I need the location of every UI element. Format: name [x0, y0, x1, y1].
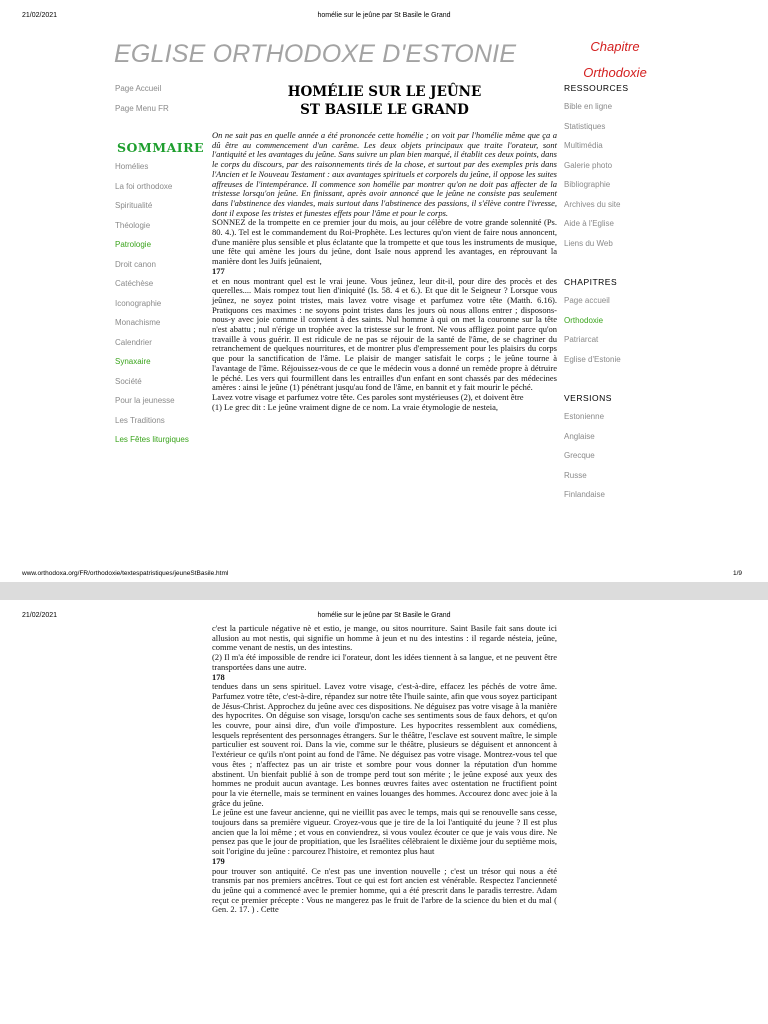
print-date: 21/02/2021: [22, 612, 58, 619]
ressource-link-bible-en-ligne[interactable]: Bible en ligne: [564, 102, 613, 111]
article-paragraph: et en nous montrant quel est le vrai jeune. Vous jeûnez, leur dit-il, pour dire des procès et des querelles.... Mais rompez tout lien d'iniquité (Is. 58. 4 et 6.). Et que dit le Seigneur ? Lorsque vous jeûnez, ne soyez point tristes, mais lavez votre visage et parfumez votre tête (Matth. 6.16). Pratiquons ces maximes : ne soyons point tristes dans les jours où nous allons entrer ; disposons-nous-y avec joie comme il convient à des saints. Nul homme à qui on met la couronne sur la tête n'est abattu ; nul n'érige un trophée avec la tristesse sur le front. Ne vous affligez point parce qu'on travaille à vous guérir. Il est ridicule de ne pas se réjouir de la santé de l'âme, de se chagriner du retranchement de quelques nourritures, et de montrer plus d'empressement pour les plaisirs du corps que pour la sanctification de l'âme. Le plaisir de manger satisfait le corps ; le jeûne tourne à l'avantage de l'âme. Réjouissez-vous de ce que le médecin vous a donné un remède propre à détruire le péché. Les vers qui fourmillent dans les entrailles d'un enfant en sont chassés par des médecines amères : ainsi le jeûne (1) pénétrant jusqu'au fond de l'âme, en bannit et y fait mourir le péché.: [212, 275, 557, 393]
logo-line-2: Orthodoxie: [583, 65, 647, 80]
page-marker-179: 179: [212, 855, 225, 866]
sommaire-item-iconographie[interactable]: Iconographie: [115, 298, 162, 308]
print-page-number: 1/9: [733, 570, 743, 577]
chapitre-link-eglise-d-estonie[interactable]: Eglise d'Estonie: [564, 354, 621, 364]
sommaire-heading: SOMMAIRE: [117, 140, 205, 155]
sommaire-item-la-foi-orthodoxe[interactable]: La foi orthodoxe: [115, 181, 173, 191]
article-paragraph: Le jeûne est une faveur ancienne, qui ne vieillit pas avec le temps, mais qui se renouvelle sans cesse, toujours dans sa première vigueur. Croyez-vous que je tire de la loi l'antiquité du jeune ? Il est plus ancien que la loi même ; et vous en conviendrez, si vous voulez écouter ce que je vais vous dire. Ne pensez pas que le jour de propitiation, que les Israélites célèbraient le dixième jour du septième mois, soit l'origine du jeûne : parcourez l'histoire, et remontez plus haut: [212, 807, 557, 857]
chapitre-link-orthodoxie[interactable]: Orthodoxie: [564, 315, 604, 325]
ressource-link-archives-du-site[interactable]: Archives du site: [564, 199, 621, 209]
versions-list: [564, 411, 674, 509]
chapitre-orthodoxie-logo[interactable]: [560, 34, 670, 86]
print-url: www.orthodoxa.org/FR/orthodoxie/textespatristiques/jeuneStBasile.html: [22, 570, 229, 577]
sommaire-item-societe[interactable]: Société: [115, 376, 142, 386]
ressource-link-liens-du-web[interactable]: Liens du Web: [564, 238, 613, 248]
ressource-link-multimedia[interactable]: Multimédia: [564, 141, 603, 150]
article-paragraph: pour trouver son antiquité. Ce n'est pas une invention nouvelle ; c'est un trésor qui nous a été transmis par nos premiers ancêtres. Tout ce qui est fort ancien est vénérable. Respectez l'ancienneté du jeûne qui a commencé avec le premier homme, qui a été prescrit dans le paradis terrestre. Adam reçut ce premier précepte : Vous ne mangerez pas le fruit de l'arbre de la science du bien et du mal ( Gen. 2. 17. ) . Cette: [212, 865, 557, 915]
ressource-link-statistiques[interactable]: Statistiques: [564, 121, 606, 131]
chapitre-link-patriarcat[interactable]: Patriarcat: [564, 335, 599, 344]
sommaire-list: [115, 161, 210, 454]
footnote-continued: c'est la particule négative nè et estio, je mange, ou sitos nourriture. Saint Basile fait sans doute ici allusion au mot nestis, qui signifie un homme à jeun et nu des intestins : il regarde nésteia, jeûne, comme venant de nestis, un des intestins.: [212, 623, 557, 653]
print-date: 21/02/2021: [22, 12, 58, 19]
site-title[interactable]: EGLISE ORTHODOXE D'ESTONIE: [114, 40, 517, 68]
sommaire-item-pour-la-jeunesse[interactable]: Pour la jeunesse: [115, 396, 175, 405]
logo-line-1: Chapitre: [590, 39, 640, 54]
sommaire-item-homelies[interactable]: Homélies: [115, 162, 149, 171]
article-body-page-1: [212, 131, 557, 412]
ressources-list: [564, 101, 674, 257]
page-marker-177: 177: [212, 265, 225, 276]
nav-page-accueil[interactable]: Page Accueil: [115, 84, 162, 93]
sommaire-item-les-traditions[interactable]: Les Traditions: [115, 415, 165, 425]
chapitres-list: [564, 295, 674, 373]
article-paragraph: SONNEZ de la trompette en ce premier jour du mois, au jour célèbre de votre grande solennité (Ps. 80. 4.). Tel est le commandement du Roi-Prophète. Les lectures qu'on vient de faire nous annoncent, d'une manière plus sensible et plus éclatante que la trompette et que tous les instruments de musique, une fête qui amène les jours du jeûne, dont Isaïe nous apprend les avantages, en réprouvant la manière dont les Juifs jeûnaient,: [212, 217, 557, 267]
article-body-page-2: [212, 624, 557, 915]
article-intro: On ne sait pas en quelle année a été prononcée cette homélie ; on voit par l'homélie même que ça a dû être au commencement d'un carême. Les deux objets principaux que traite l'orateur, sont l'antiquité et les avantages du jeûne. Sans suivre un plan bien marqué, il établit ces deux points, dans le corps du discours, par des raisonnements tirés de la chose, et surtout par des exemples pris dans l'Ancien et le Nouveau Testament : aux avantages spirituels et corporels du jeûne, il oppose les suites affreuses de l'intempérance. Il commence son homélie par montrer qu'on ne doit pas affecter de la tristesse lorsqu'on jeûne. En finissant, après avoir annoncé que le jeûne ne consiste pas seulement dans l'abstinence des viandes, mais surtout dans l'abstinence des passions, il s'élève contre l'ivresse, dont il expose les tristes et funestes effets pour l'âme et pour le corps.: [212, 130, 557, 218]
ressources-heading: RESSOURCES: [564, 83, 629, 93]
chapitre-link-page-accueil[interactable]: Page accueil: [564, 296, 610, 305]
version-link-estonienne[interactable]: Estonienne: [564, 412, 605, 421]
print-doc-title: homélie sur le jeûne par St Basile le Grand: [317, 12, 451, 19]
article-paragraph: tendues dans un sens spirituel. Lavez votre visage, c'est-à-dire, effacez les péchés de votre âme. Parfumez votre tête, c'est-à-dire, répandez sur notre tête l'huile sainte, afin que vous soyez participant de Jésus-Christ. Approchez du jeûne avec ces dispositions. Ne déguisez pas votre visage à la manière des hypocrites. On déguise son visage, lorsqu'on cache ses sentiments sous de faux dehors, et qu'on les couvre, pour ainsi dire, d'un voile d'imposture. Les hypocrites ressemblent aux comédiens, lesquels représentent des personnages étrangers. Sur le théâtre, l'esclave est souvent maître, le simple particulier est souvent roi. Dans la vie, comme sur le théâtre, plusieurs se déguisent et annoncent à l'extérieur ce qu'ils n'ont point au fond de l'âme. Ne déguisez pas votre visage. Montrez-vous tel que vous êtes ; n'affectez pas un air triste et sombre pour vous donner la réputation d'un homme abstinent. Un bienfait publié à son de trompe perd tout son mérite ; le jeûne exposé aux yeux des hommes ne produit aucun avantage. Les bonnes œuvres faites avec ostentation ne fructifient point pour la vie éternelle, mais se terminent en vaines louanges des hommes. Accourez donc avec joie à la grâce du jeûne.: [212, 681, 557, 808]
print-doc-title: homélie sur le jeûne par St Basile le Grand: [317, 612, 451, 619]
article-paragraph: Lavez votre visage et parfumez votre tête. Ces paroles sont mystérieuses (2), et doivent être: [212, 391, 524, 402]
right-navigation: [564, 83, 674, 509]
sommaire-item-monachisme[interactable]: Monachisme: [115, 318, 161, 327]
sommaire-item-catechese[interactable]: Catéchèse: [115, 279, 154, 288]
article-title-line-1: HOMÉLIE SUR LE JEÛNE: [287, 84, 482, 100]
sommaire-item-les-fetes-liturgiques[interactable]: Les Fêtes liturgiques: [115, 435, 189, 444]
left-navigation: [115, 83, 210, 454]
sommaire-item-droit-canon[interactable]: Droit canon: [115, 259, 156, 269]
sommaire-item-calendrier[interactable]: Calendrier: [115, 337, 152, 347]
ressource-link-aide-a-l-eglise[interactable]: Aide à l'Eglise: [564, 219, 614, 228]
sommaire-item-theologie[interactable]: Théologie: [115, 220, 151, 230]
footnote: (2) Il m'a été impossible de rendre ici l'orateur, dont les idées tiennent à sa langue, et ne peuvent être transportées dans une autre.: [212, 652, 557, 672]
version-link-finlandaise[interactable]: Finlandaise: [564, 490, 605, 499]
version-link-anglaise[interactable]: Anglaise: [564, 431, 595, 441]
ressource-link-bibliographie[interactable]: Bibliographie: [564, 180, 611, 189]
nav-page-menu-fr[interactable]: Page Menu FR: [115, 103, 169, 113]
sommaire-item-synaxaire[interactable]: Synaxaire: [115, 357, 151, 366]
versions-heading: VERSIONS: [564, 393, 612, 403]
version-link-russe[interactable]: Russe: [564, 470, 587, 480]
pdf-page-2: [0, 600, 768, 1024]
article-title: [212, 83, 557, 119]
footnote: (1) Le grec dit : Le jeûne vraiment digne de ce nom. La vraie étymologie de nesteia,: [212, 401, 499, 412]
page-marker-178: 178: [212, 671, 225, 682]
ressource-link-galerie-photo[interactable]: Galerie photo: [564, 160, 613, 170]
article-title-line-2: ST BASILE LE GRAND: [300, 102, 469, 118]
version-link-grecque[interactable]: Grecque: [564, 451, 595, 460]
sommaire-item-patrologie[interactable]: Patrologie: [115, 240, 152, 249]
chapitres-heading: CHAPITRES: [564, 277, 618, 287]
sommaire-item-spiritualite[interactable]: Spiritualité: [115, 201, 153, 210]
